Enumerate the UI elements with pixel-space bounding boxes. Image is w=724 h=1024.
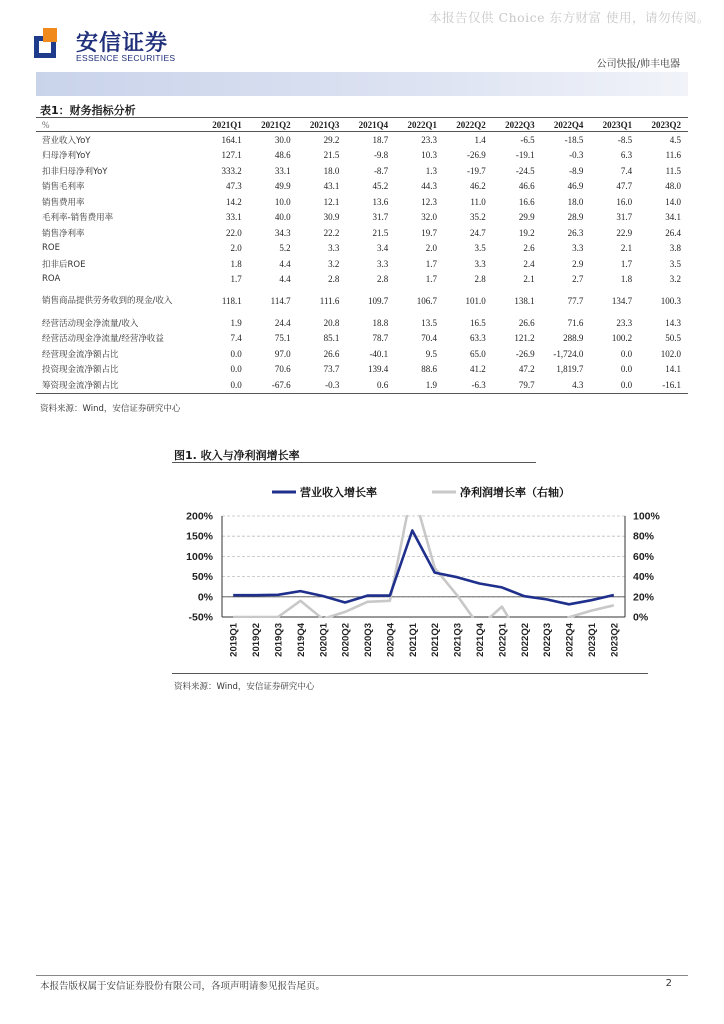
table-cell: 48.0 xyxy=(665,181,681,192)
x-tick-label: 2021Q2 xyxy=(430,623,442,657)
table-cell: 97.0 xyxy=(274,348,291,359)
table-cell: 1.9 xyxy=(395,377,444,393)
table-cell: 1.3 xyxy=(425,165,437,176)
table-cell: 70.4 xyxy=(421,333,437,344)
table-cell: 2.6 xyxy=(523,243,535,254)
table-row xyxy=(36,331,688,347)
table-cell: 2.8 xyxy=(474,274,486,285)
column-header: 2022Q1 xyxy=(395,118,444,132)
table-cell: 48.6 xyxy=(274,150,291,161)
table-cell: 3.8 xyxy=(669,243,681,254)
table-row xyxy=(36,132,688,148)
table-cell: 20.8 xyxy=(323,317,340,328)
y-left-tick-label: 0% xyxy=(197,591,213,604)
table-cell: 16.5 xyxy=(470,317,486,328)
table-cell: 9.5 xyxy=(425,348,437,359)
table-cell: 33.1 xyxy=(226,212,242,223)
table-row xyxy=(36,315,688,331)
table-cell: 33.1 xyxy=(274,165,291,176)
table-cell: 3.3 xyxy=(474,258,486,269)
figure-title: 图1. 收入与净利润增长率 xyxy=(174,449,300,462)
y-right-tick-label: 80% xyxy=(633,530,655,543)
table-cell: 7.4 xyxy=(620,165,633,176)
table-cell: 0.0 xyxy=(620,348,633,359)
table-cell: 6.3 xyxy=(620,150,633,161)
table-cell: -8.5 xyxy=(617,134,633,145)
table-cell: 4.4 xyxy=(279,258,291,269)
table-cell: 14.1 xyxy=(665,364,681,375)
table-cell: 49.9 xyxy=(274,181,291,192)
table-row xyxy=(36,362,688,378)
table-cell: 34.3 xyxy=(274,227,291,238)
row-label: ROE xyxy=(42,243,60,254)
table-cell: 1.7 xyxy=(425,274,437,285)
table-cell: 30.0 xyxy=(274,134,291,145)
table-cell: 111.6 xyxy=(319,296,340,306)
financial-indicators-table xyxy=(36,118,688,394)
table-row xyxy=(36,272,688,288)
table-cell: 3.4 xyxy=(376,243,389,254)
legend-label-revenue-growth: 营业收入增长率 xyxy=(300,486,377,499)
growth-line-chart xyxy=(172,466,660,672)
table-cell: 0.0 xyxy=(200,377,249,393)
x-tick-label: 2023Q1 xyxy=(586,623,598,657)
table-cell: 114.7 xyxy=(270,296,291,306)
table-cell: 26.6 xyxy=(518,317,535,328)
table-cell: 22.0 xyxy=(226,227,242,238)
table-cell: -6.3 xyxy=(444,377,493,393)
watermark-text: 本报告仅供 Choice 东方财富 使用，请勿传阅。 xyxy=(429,10,710,25)
table-cell: 31.7 xyxy=(372,212,389,223)
table-title: 表1：财务指标分析 xyxy=(40,104,136,117)
row-label: 扣非后ROE xyxy=(42,259,86,270)
table-cell: 26.4 xyxy=(665,227,681,238)
table-cell: 29.9 xyxy=(518,212,535,223)
table-cell: 29.2 xyxy=(323,134,340,145)
table-cell: 1.7 xyxy=(620,258,633,269)
table-cell: 47.3 xyxy=(226,181,242,192)
table-cell: 14.3 xyxy=(665,317,681,328)
column-header: 2022Q4 xyxy=(542,118,591,132)
table-cell: 13.5 xyxy=(421,317,437,328)
x-tick-label: 2022Q4 xyxy=(564,623,576,657)
table-cell: 24.7 xyxy=(470,227,486,238)
figure-bottom-divider xyxy=(172,673,648,674)
table-cell: 1.7 xyxy=(425,258,437,269)
table-cell: 0.6 xyxy=(346,377,395,393)
table-cell: 1.8 xyxy=(620,274,633,285)
table-cell: 1.4 xyxy=(474,134,486,145)
table-cell: 26.6 xyxy=(323,348,340,359)
legend-label-profit-growth: 净利润增长率（右轴） xyxy=(460,486,570,499)
table-cell: -8.9 xyxy=(569,165,584,176)
table-cell: 2.4 xyxy=(523,258,535,269)
table-cell: -19.1 xyxy=(515,150,535,161)
table-cell: 0.0 xyxy=(230,364,242,375)
table-cell: 4.4 xyxy=(279,274,291,285)
table-cell: 32.0 xyxy=(421,212,437,223)
row-label: 投资现金流净额占比 xyxy=(42,365,119,376)
figure-source: 资料来源：Wind，安信证券研究中心 xyxy=(174,682,315,692)
table-cell: 1.7 xyxy=(230,274,242,285)
table-cell: 21.5 xyxy=(372,227,389,238)
table-cell: 23.3 xyxy=(616,317,633,328)
table-cell: 3.5 xyxy=(474,243,486,254)
table-cell: -9.8 xyxy=(373,150,389,161)
row-label: ROA xyxy=(42,274,61,285)
table-cell: 2.8 xyxy=(376,274,389,285)
x-tick-label: 2019Q2 xyxy=(251,623,263,657)
table-cell: 35.2 xyxy=(470,212,486,223)
brand-logo-icon xyxy=(34,28,64,62)
table-cell: 18.0 xyxy=(323,165,340,176)
table-source: 资料来源：Wind，安信证券研究中心 xyxy=(40,404,181,414)
y-left-tick-label: 50% xyxy=(191,571,213,584)
table-cell: 2.1 xyxy=(523,274,535,285)
table-cell: 18.0 xyxy=(567,196,584,207)
table-cell: 2.8 xyxy=(328,274,340,285)
y-right-tick-label: 40% xyxy=(633,571,655,584)
row-label: 销售商品提供劳务收到的现金/收入 xyxy=(42,295,173,306)
table-cell: 7.4 xyxy=(230,333,242,344)
table-cell: -1,724.0 xyxy=(553,348,584,359)
table-header-row xyxy=(36,118,688,132)
table-cell: 46.6 xyxy=(518,181,535,192)
table-cell: 71.6 xyxy=(567,317,584,328)
table-cell: 40.0 xyxy=(274,212,291,223)
table-cell: 88.6 xyxy=(421,364,437,375)
table-cell: 75.1 xyxy=(274,333,291,344)
x-tick-label: 2023Q2 xyxy=(609,623,621,657)
column-header: 2021Q4 xyxy=(346,118,395,132)
table-cell: 288.9 xyxy=(563,333,584,344)
table-cell: -40.1 xyxy=(369,348,389,359)
table-cell: -8.7 xyxy=(373,165,389,176)
table-row xyxy=(36,377,688,393)
table-cell: 5.2 xyxy=(279,243,291,254)
table-cell: 16.6 xyxy=(518,196,535,207)
table-cell: 77.7 xyxy=(567,296,584,306)
x-tick-label: 2022Q1 xyxy=(497,623,509,657)
y-left-tick-label: 100% xyxy=(186,550,213,563)
table-cell: 0.0 xyxy=(230,348,242,359)
table-cell: 11.6 xyxy=(665,150,681,161)
table-cell: 26.3 xyxy=(567,227,584,238)
table-cell: 333.2 xyxy=(221,165,242,176)
table-row xyxy=(36,287,688,315)
table-cell: 10.3 xyxy=(421,150,437,161)
table-cell: 3.2 xyxy=(669,274,681,285)
x-tick-label: 2022Q3 xyxy=(542,623,554,657)
row-label: 扣非归母净利YoY xyxy=(42,166,108,177)
column-header: 2022Q2 xyxy=(444,118,493,132)
table-cell: 19.7 xyxy=(421,227,437,238)
series-line-revenue-growth xyxy=(233,531,614,605)
table-cell: 138.1 xyxy=(514,296,535,306)
table-cell: 85.1 xyxy=(323,333,340,344)
y-left-tick-label: 150% xyxy=(186,530,213,543)
table-row xyxy=(36,225,688,241)
x-tick-label: 2020Q4 xyxy=(385,623,397,657)
brand-name-en: ESSENCE SECURITIES xyxy=(76,53,176,63)
table-cell: -6.5 xyxy=(520,134,535,145)
table-cell: 101.0 xyxy=(465,296,486,306)
table-cell: 21.5 xyxy=(323,150,340,161)
table-cell: 13.6 xyxy=(372,196,389,207)
y-right-tick-label: 20% xyxy=(633,591,655,604)
table-cell: 12.3 xyxy=(421,196,437,207)
table-cell: 11.0 xyxy=(470,196,486,207)
x-tick-label: 2020Q2 xyxy=(340,623,352,657)
table-cell: 102.0 xyxy=(660,348,681,359)
footer-divider xyxy=(36,975,688,976)
table-cell: 30.9 xyxy=(323,212,340,223)
table-cell: 46.9 xyxy=(567,181,584,192)
table-row xyxy=(36,346,688,362)
table-cell: 73.7 xyxy=(323,364,340,375)
table-cell: 3.3 xyxy=(328,243,340,254)
table-cell: -26.9 xyxy=(467,150,486,161)
table-cell: 3.5 xyxy=(669,258,681,269)
table-cell: 1.8 xyxy=(230,258,242,269)
table-cell: 12.1 xyxy=(323,196,340,207)
table-cell: 2.9 xyxy=(572,258,584,269)
row-label: 销售毛利率 xyxy=(42,182,85,193)
header-banner xyxy=(36,72,688,96)
table-cell: 47.2 xyxy=(518,364,535,375)
y-left-tick-label: -50% xyxy=(188,611,213,624)
table-cell: 118.1 xyxy=(221,296,242,306)
table-cell: 139.4 xyxy=(367,364,389,375)
table-cell: 4.3 xyxy=(542,377,591,393)
table-cell: 46.2 xyxy=(470,181,486,192)
table-cell: 11.5 xyxy=(665,165,681,176)
table-cell: 2.0 xyxy=(230,243,242,254)
series-line-profit-growth xyxy=(233,489,614,645)
table-cell: 70.6 xyxy=(274,364,291,375)
brand-logo xyxy=(34,24,194,68)
row-label: 经营活动现金净流量/收入 xyxy=(42,318,139,329)
table-row xyxy=(36,241,688,257)
table-cell: 41.2 xyxy=(470,364,486,375)
table-cell: 19.2 xyxy=(518,227,535,238)
table-cell: 127.1 xyxy=(221,150,242,161)
table-cell: 3.3 xyxy=(376,258,389,269)
table-cell: -24.5 xyxy=(515,165,535,176)
table-row xyxy=(36,148,688,164)
table-cell: 44.3 xyxy=(421,181,437,192)
column-header: 2021Q1 xyxy=(200,118,249,132)
footer-disclaimer: 本报告版权属于安信证券股份有限公司，各项声明请参见报告尾页。 xyxy=(40,981,326,992)
table-cell: -26.9 xyxy=(515,348,535,359)
table-cell: 100.3 xyxy=(660,296,681,306)
table-row xyxy=(36,179,688,195)
table-row xyxy=(36,194,688,210)
row-label: 经营现金流净额占比 xyxy=(42,349,119,360)
table-cell: 34.1 xyxy=(665,212,681,223)
column-header: 2023Q2 xyxy=(639,118,688,132)
table-cell: 23.3 xyxy=(421,134,437,145)
table-cell: 65.0 xyxy=(470,348,486,359)
row-label: 归母净利YoY xyxy=(42,151,91,162)
row-label: 销售费用率 xyxy=(42,197,85,208)
table-cell: 164.1 xyxy=(221,134,242,145)
table-cell: 18.7 xyxy=(372,134,389,145)
table-cell: 43.1 xyxy=(323,181,340,192)
row-label: 经营活动现金净流量/经营净收益 xyxy=(42,334,164,345)
table-cell: 14.0 xyxy=(665,196,681,207)
table-cell: 4.5 xyxy=(669,134,681,145)
table-cell: 63.3 xyxy=(470,333,486,344)
x-tick-label: 2021Q4 xyxy=(474,623,486,657)
x-tick-label: 2020Q1 xyxy=(318,623,330,657)
table-cell: 24.4 xyxy=(274,317,291,328)
table-cell: 22.9 xyxy=(616,227,633,238)
x-tick-label: 2019Q1 xyxy=(228,623,240,657)
y-right-tick-label: 0% xyxy=(633,611,649,624)
brand-name-cn: 安信证券 xyxy=(76,31,169,56)
row-label: 毛利率-销售费用率 xyxy=(42,213,114,224)
row-label: 销售净利率 xyxy=(42,228,85,239)
table-cell: 28.9 xyxy=(567,212,584,223)
table-cell: 2.7 xyxy=(572,274,584,285)
table-cell: 106.7 xyxy=(416,296,437,306)
table-cell: 1,819.7 xyxy=(556,364,584,375)
table-cell: 45.2 xyxy=(372,181,389,192)
table-cell: -18.5 xyxy=(564,134,584,145)
table-cell: -67.6 xyxy=(249,377,298,393)
x-tick-label: 2019Q4 xyxy=(295,623,307,657)
table-cell: 22.2 xyxy=(323,227,340,238)
x-tick-label: 2020Q3 xyxy=(363,623,375,657)
y-left-tick-label: 200% xyxy=(186,510,213,523)
table-cell: 134.7 xyxy=(611,296,633,306)
table-cell: 78.7 xyxy=(372,333,389,344)
figure-title-divider xyxy=(172,462,536,463)
table-cell: 2.1 xyxy=(620,243,633,254)
row-label: 筹资现金流净额占比 xyxy=(36,377,200,393)
table-cell: 14.2 xyxy=(226,196,242,207)
table-cell: 31.7 xyxy=(616,212,633,223)
table-cell: 1.9 xyxy=(230,317,242,328)
table-cell: 0.0 xyxy=(620,364,633,375)
x-tick-label: 2019Q3 xyxy=(273,623,285,657)
report-type: 公司快报/帅丰电器 xyxy=(596,59,680,70)
table-cell: 50.5 xyxy=(665,333,681,344)
table-row xyxy=(36,256,688,272)
table-cell: -0.3 xyxy=(569,150,584,161)
column-header: 2022Q3 xyxy=(493,118,542,132)
table-corner-unit: % xyxy=(36,118,200,132)
x-tick-label: 2021Q1 xyxy=(407,623,419,657)
table-cell: 2.0 xyxy=(425,243,437,254)
x-tick-label: 2022Q2 xyxy=(519,623,531,657)
table-cell: 18.8 xyxy=(372,317,389,328)
y-right-tick-label: 60% xyxy=(633,550,655,563)
table-cell: 16.0 xyxy=(616,196,633,207)
column-header: 2021Q2 xyxy=(249,118,298,132)
table-cell: 10.0 xyxy=(274,196,291,207)
table-cell: 47.7 xyxy=(616,181,633,192)
y-right-tick-label: 100% xyxy=(633,510,660,523)
table-cell: -16.1 xyxy=(639,377,688,393)
table-cell: 0.0 xyxy=(590,377,639,393)
table-cell: 100.2 xyxy=(611,333,633,344)
x-tick-label: 2021Q3 xyxy=(452,623,464,657)
table-row xyxy=(36,210,688,226)
table-cell: -19.7 xyxy=(467,165,486,176)
table-cell: 109.7 xyxy=(367,296,389,306)
table-row xyxy=(36,163,688,179)
column-header: 2023Q1 xyxy=(590,118,639,132)
table-cell: -0.3 xyxy=(298,377,347,393)
row-label: 营业收入YoY xyxy=(42,135,91,146)
column-header: 2021Q3 xyxy=(298,118,347,132)
table-cell: 79.7 xyxy=(493,377,542,393)
table-cell: 121.2 xyxy=(514,333,535,344)
table-cell: 3.3 xyxy=(572,243,584,254)
table-cell: 3.2 xyxy=(328,258,340,269)
page-number: 2 xyxy=(665,978,672,989)
